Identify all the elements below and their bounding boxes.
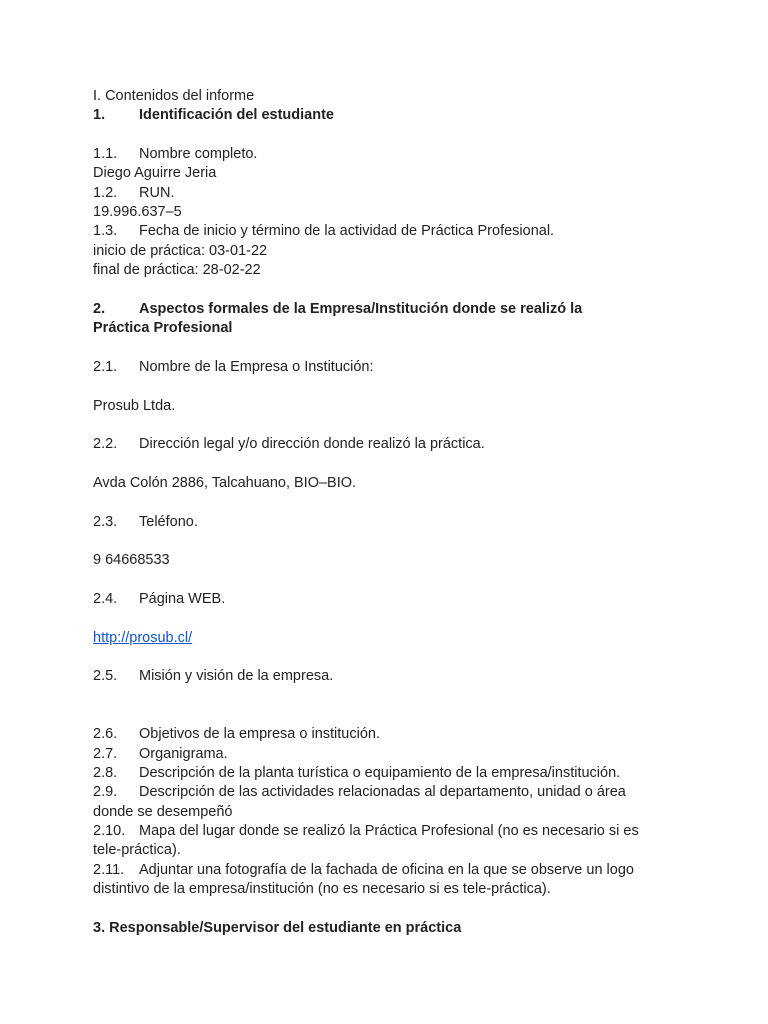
company-name: Prosub Ltda.	[93, 397, 176, 414]
item-2-11: 2.11. Adjuntar una fotografía de la fachada de oficina en la que se observe un logo	[93, 861, 634, 878]
section-2-heading-cont: Práctica Profesional	[93, 320, 233, 337]
item-1-2: 1.2. RUN.	[93, 184, 175, 201]
section-2-heading	[93, 300, 693, 319]
item-2-4: 2.4. Página WEB.	[93, 590, 226, 607]
company-address: Avda Colón 2886, Talcahuano, BIO–BIO.	[93, 474, 357, 491]
item-2-10-cont: tele-práctica).	[93, 842, 181, 859]
company-website	[93, 629, 693, 648]
start-date: inicio de práctica: 03-01-22	[93, 242, 268, 259]
item-1-1: 1.1. Nombre completo.	[93, 146, 258, 163]
student-run: 19.996.637–5	[93, 204, 182, 221]
section-3-heading: 3. Responsable/Supervisor del estudiante en práctica	[93, 919, 462, 936]
item-2-5: 2.5. Misión y visión de la empresa.	[93, 668, 334, 685]
item-2-2: 2.2. Dirección legal y/o dirección donde realizó la práctica.	[93, 436, 485, 453]
item-1-3: 1.3. Fecha de inicio y término de la actividad de Práctica Profesional.	[93, 223, 555, 240]
company-website-link[interactable]: http://prosub.cl/	[93, 629, 193, 646]
report-contents-heading: I. Contenidos del informe	[93, 88, 255, 104]
item-2-10: 2.10. Mapa del lugar donde se realizó la Práctica Profesional (no es necesario si es	[93, 823, 639, 840]
item-2-11-cont: distintivo de la empresa/institución (no es necesario si es tele-práctica).	[93, 881, 551, 898]
company-phone: 9 64668533	[93, 552, 170, 569]
item-2-3: 2.3. Teléfono.	[93, 513, 198, 530]
item-2-6: 2.6. Objetivos de la empresa o institución.	[93, 726, 380, 743]
item-2-7: 2.7. Organigrama.	[93, 745, 228, 762]
item-2-1: 2.1. Nombre de la Empresa o Institución:	[93, 358, 374, 375]
end-date: final de práctica: 28-02-22	[93, 262, 261, 279]
section-1-title: Identificación del estudiante	[139, 107, 334, 124]
item-2-8: 2.8. Descripción de la planta turística o equipamiento de la empresa/institución.	[93, 765, 621, 782]
document-content	[93, 87, 693, 938]
section-1-number: 1.	[93, 107, 106, 124]
section-2-title: Aspectos formales de la Empresa/Institución donde se realizó la	[139, 300, 583, 317]
student-name: Diego Aguirre Jeria	[93, 165, 217, 182]
item-2-9: 2.9. Descripción de las actividades relacionadas al departamento, unidad o área	[93, 784, 626, 801]
item-2-9-cont: donde se desempeñó	[93, 803, 233, 820]
section-1-heading	[93, 106, 693, 125]
section-2-number: 2.	[93, 300, 106, 317]
